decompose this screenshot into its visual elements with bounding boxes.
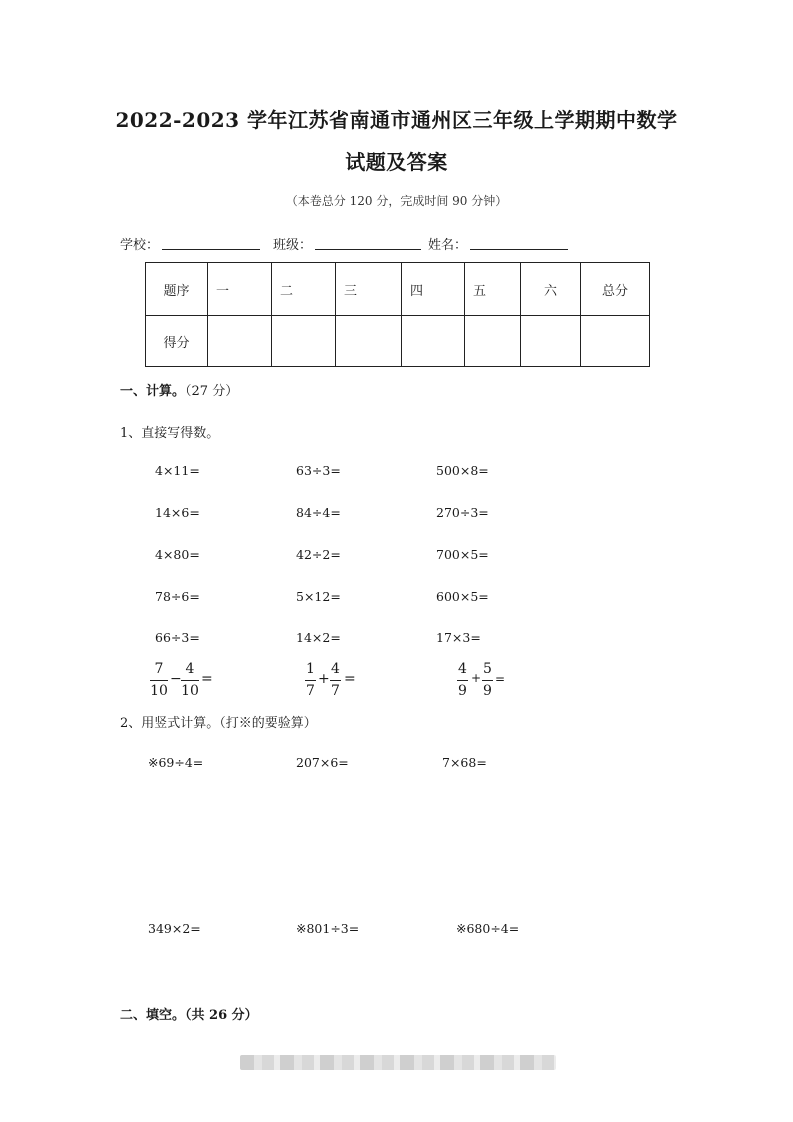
score-cell[interactable]: [208, 316, 272, 367]
problem: 349×2=: [148, 921, 201, 936]
numerator: 4: [331, 661, 340, 677]
numerator: 4: [458, 661, 467, 677]
score-cell[interactable]: [272, 316, 336, 367]
fraction: [150, 662, 168, 698]
score-cell[interactable]: [336, 316, 402, 367]
name-label: 姓名：: [428, 238, 468, 253]
operator: −: [170, 671, 182, 687]
numerator: 1: [306, 661, 315, 677]
denominator: 7: [306, 683, 315, 699]
score-table: [145, 262, 650, 367]
header-cell: 四: [402, 263, 465, 316]
header-cell: 二: [272, 263, 336, 316]
header-cell: 五: [465, 263, 521, 316]
problem: 5×12=: [296, 589, 341, 604]
problem: 500×8=: [436, 463, 489, 478]
blurred-watermark: [240, 1055, 556, 1070]
header-cell: 题序: [146, 263, 208, 316]
section-1-points: （27 分）: [185, 384, 239, 399]
score-table-header-row: [146, 263, 650, 316]
fraction: [482, 662, 493, 698]
school-label: 学校：: [120, 238, 160, 253]
operator: +: [471, 671, 482, 685]
problem: 17×3=: [436, 630, 481, 645]
problem: 14×6=: [155, 505, 200, 520]
exam-note: （本卷总分 120 分，完成时间 90 分钟）: [285, 194, 508, 208]
score-row-label: 得分: [146, 316, 208, 367]
equals-sign: =: [495, 672, 506, 686]
problem: 7×68=: [442, 755, 487, 770]
problem: ※69÷4=: [148, 755, 204, 770]
problem: 600×5=: [436, 589, 489, 604]
section-1-title: 一、计算。: [120, 384, 186, 399]
class-field[interactable]: [315, 249, 421, 250]
problem: ※680÷4=: [456, 921, 520, 936]
section-1-heading: [120, 380, 238, 399]
problem: 270÷3=: [436, 505, 489, 520]
score-cell[interactable]: [521, 316, 581, 367]
problem: 700×5=: [436, 547, 489, 562]
fraction: [305, 662, 316, 698]
denominator: 9: [458, 683, 467, 699]
problem: 4×80=: [155, 547, 200, 562]
question-2-title: 2、用竖式计算。（打※的要验算）: [120, 716, 317, 731]
score-cell[interactable]: [402, 316, 465, 367]
header-cell: 六: [521, 263, 581, 316]
page-title-continued: 试题及答案: [345, 150, 448, 174]
header-cell: 三: [336, 263, 402, 316]
problem: 4×11=: [155, 463, 200, 478]
fraction: [181, 662, 199, 698]
problem: 42÷2=: [296, 547, 341, 562]
denominator: 10: [181, 683, 199, 699]
numerator: 4: [185, 661, 195, 677]
header-cell: 一: [208, 263, 272, 316]
name-field[interactable]: [470, 249, 568, 250]
numerator: 7: [154, 661, 164, 677]
problem: 78÷6=: [155, 589, 200, 604]
denominator: 9: [483, 683, 492, 699]
denominator: 10: [150, 683, 168, 699]
question-1-title: 1、直接写得数。: [120, 426, 220, 441]
operator: +: [318, 671, 330, 687]
section-2-title: 二、填空。（共 26 分）: [120, 1008, 258, 1023]
problem: 63÷3=: [296, 463, 341, 478]
equals-sign: =: [344, 671, 356, 687]
denominator: 7: [331, 683, 340, 699]
problem: 66÷3=: [155, 630, 200, 645]
problem: ※801÷3=: [296, 921, 360, 936]
fraction: [457, 662, 468, 698]
problem: 14×2=: [296, 630, 341, 645]
score-cell[interactable]: [465, 316, 521, 367]
score-table-score-row: [146, 316, 650, 367]
problem: 84÷4=: [296, 505, 341, 520]
score-cell[interactable]: [581, 316, 650, 367]
equals-sign: =: [201, 671, 213, 687]
problem: 207×6=: [296, 755, 349, 770]
numerator: 5: [483, 661, 492, 677]
school-field[interactable]: [162, 249, 260, 250]
header-cell: 总分: [581, 263, 650, 316]
page-title: 2022-2023 学年江苏省南通市通州区三年级上学期期中数学: [115, 108, 678, 132]
fraction: [330, 662, 341, 698]
class-label: 班级：: [273, 238, 313, 253]
